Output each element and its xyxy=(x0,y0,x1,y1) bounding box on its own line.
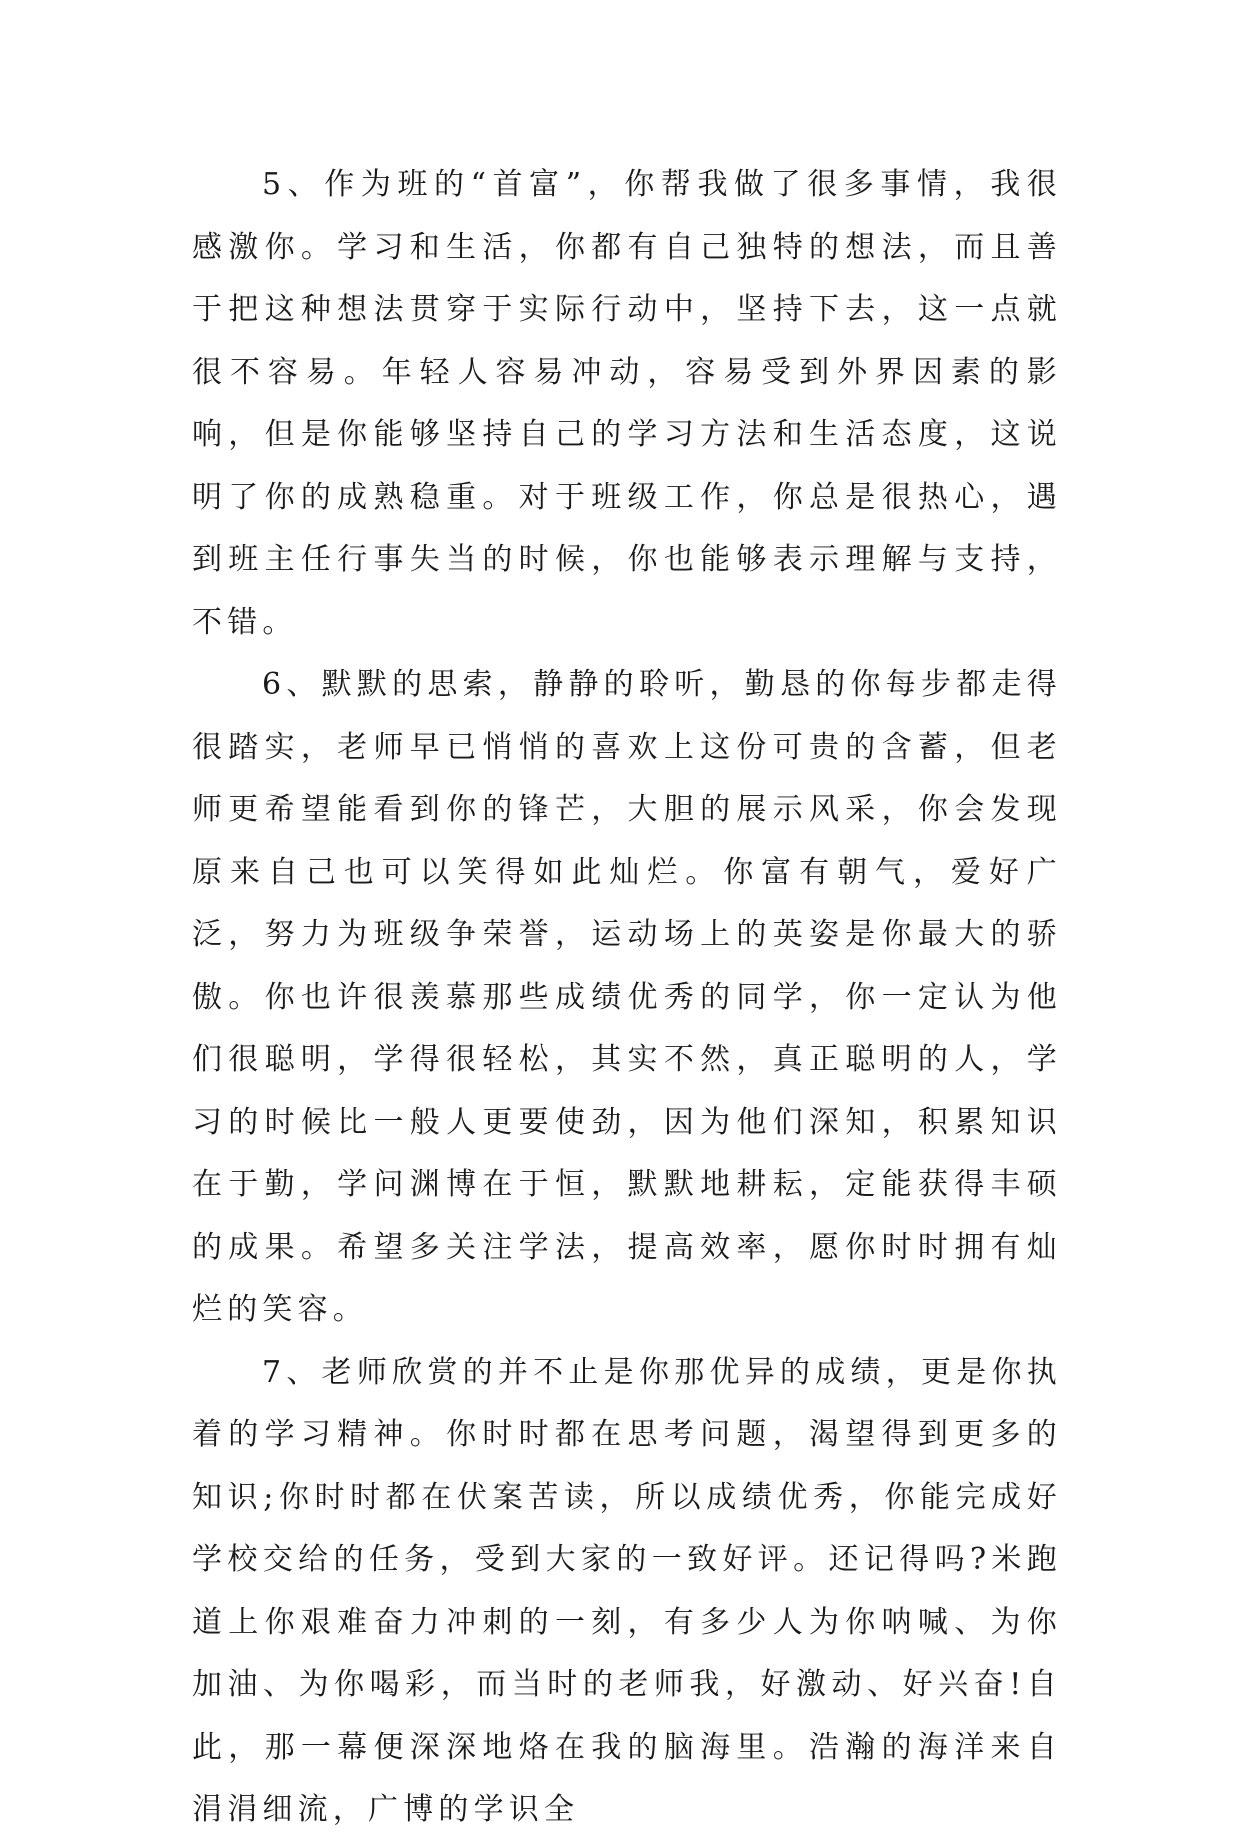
document-body xyxy=(192,154,1062,1842)
paragraph-6: 6、默默的思索，静静的聆听，勤恳的你每步都走得很踏实，老师早已悄悄的喜欢上这份可贵的含蓄，但老师更希望能看到你的锋芒，大胆的展示风采，你会发现原来自己也可以笑得如此灿烂。你富有朝气，爱好广泛，努力为班级争荣誉，运动场上的英姿是你最大的骄傲。你也许很羡慕那些成绩优秀的同学，你一定认为他们很聪明，学得很轻松，其实不然，真正聪明的人，学习的时候比一般人更要使劲，因为他们深知，积累知识在于勤，学问渊博在于恒，默默地耕耘，定能获得丰硕的成果。希望多关注学法，提高效率，愿你时时拥有灿烂的笑容。 xyxy=(192,667,1062,1327)
paragraph-7: 7、老师欣赏的并不止是你那优异的成绩，更是你执着的学习精神。你时时都在思考问题，渴望得到更多的知识;你时时都在伏案苦读，所以成绩优秀，你能完成好学校交给的任务，受到大家的一致好评。还记得吗?米跑道上你艰难奋力冲刺的一刻，有多少人为你呐喊、为你加油、为你喝彩，而当时的老师我，好激动、好兴奋!自此，那一幕便深深地烙在我的脑海里。浩瀚的海洋来自涓涓细流，广博的学识全 xyxy=(192,1354,1062,1827)
paragraph-5: 5、作为班的“首富”，你帮我做了很多事情，我很感激你。学习和生活，你都有自己独特的想法，而且善于把这种想法贯穿于实际行动中，坚持下去，这一点就很不容易。年轻人容易冲动，容易受到外界因素的影响，但是你能够坚持自己的学习方法和生活态度，这说明了你的成熟稳重。对于班级工作，你总是很热心，遇到班主任行事失当的时候，你也能够表示理解与支持，不错。 xyxy=(192,167,1062,640)
